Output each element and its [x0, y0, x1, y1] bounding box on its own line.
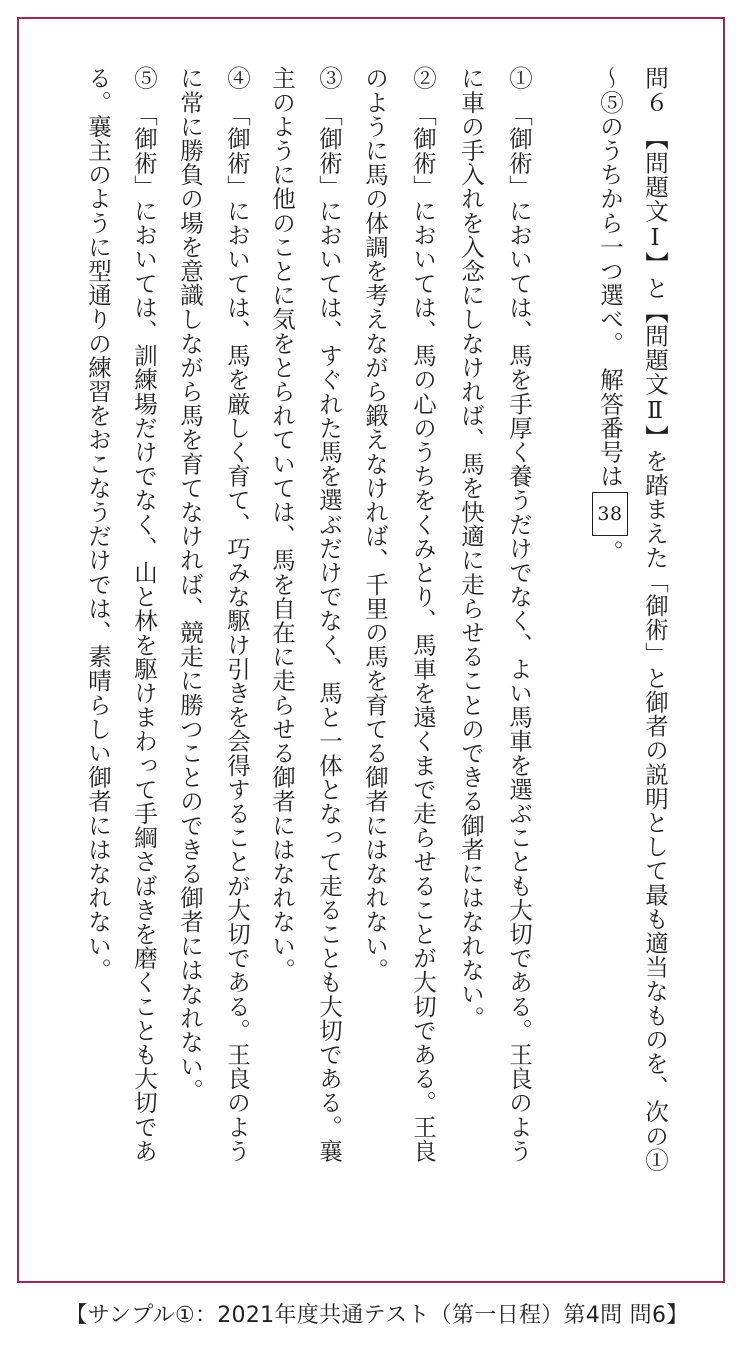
option-1-line-2: に車の手入れを入念にしなければ、馬を快適に走らせることのできる御者にはなれない。: [457, 66, 485, 1030]
option-5-line-1: ⑤ 「御術」においては、訓練場だけでなく、山と林を駆けまわって手綱さばきを磨くことも大切であ: [130, 66, 158, 1163]
option-3-line-1: ③ 「御術」においては、すぐれた馬を選ぶだけでなく、馬と一体となって走ることも大切である。襄: [315, 66, 343, 1163]
option-2-line-2: のように馬の体調を考えながら鍛えなければ、千里の馬を育てる御者にはなれない。: [361, 66, 389, 982]
option-2-line-1: ② 「御術」においては、馬の心のうちをくみとり、馬車を遠くまで走らせることが大切である。王良: [409, 66, 437, 1163]
sample-caption: 【サンプル①：2021年度共通テスト（第一日程）第4問 問6】: [65, 1303, 689, 1328]
answer-number-box: [592, 492, 628, 536]
option-3-line-2: 主のように他のことに気をとられていては、馬を自在に走らせる御者にはなれない。: [268, 66, 296, 982]
option-5-line-2: る。襄主のように型通りの練習をおこなうだけでは、素晴らしい御者にはなれない。: [84, 66, 112, 982]
question-line-1: 問６ 【問題文Ⅰ】と【問題文Ⅱ】を踏まえた「御術」と御者の説明として最も適当なものを、次の①: [641, 66, 669, 1172]
option-1-line-1: ① 「御術」においては、馬を手厚く養うだけでなく、よい馬車を選ぶことも大切である。王良のよう: [505, 66, 533, 1163]
option-4-line-2: に常に勝負の場を意識しながら馬を育てなければ、競走に勝つことのできる御者にはなれない。: [176, 66, 204, 1103]
answer-number: 38: [597, 503, 623, 526]
question-line-2-text: 〜⑤のうちから一つ選べ。 解答番号は: [596, 66, 624, 489]
option-4-line-1: ④ 「御術」においては、馬を厳しく育て、巧みな駆け引きを会得することが大切である。王良のよう: [223, 66, 251, 1163]
question-line-2-end: 。: [596, 540, 624, 565]
question-line-2: [592, 66, 628, 564]
